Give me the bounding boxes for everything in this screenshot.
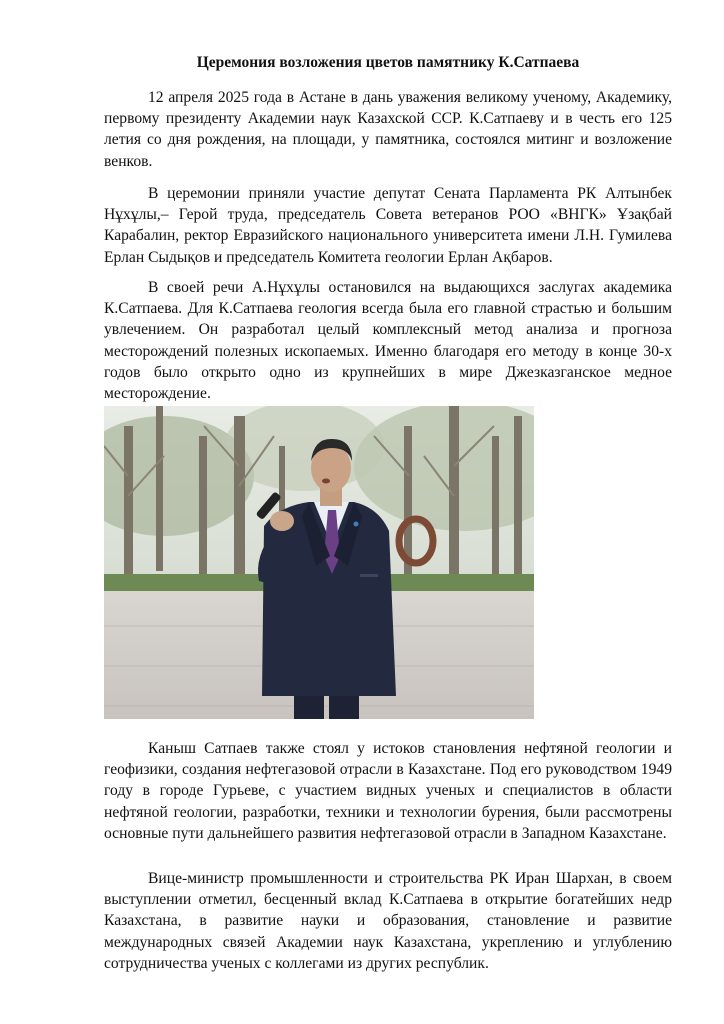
paragraph-5: Вице-министр промышленности и строительства РК Иран Шархан, в своем выступлении отметил, бесценный вклад К.Сатпаева в открытие богатейших недр Казахстана, в развитие науки и образования, становление и развитие международных связей Академии наук Казахстана, укреплению и углублению сотрудничества ученых с коллегами из других республик. (104, 870, 672, 972)
speaker-photo-illustration (104, 406, 534, 719)
paragraph-4: Каныш Сатпаев также стоял у истоков становления нефтяной геологии и геофизики, создания нефтегазовой отрасли в Казахстане. Под его руководством 1949 году в городе Гурьеве, с участием видных ученых и специалистов в области нефтяной геологии, разработки, техники и технологии бурения, были рассмотрены основные пути дальнейшего развития нефтегазовой отрасли в Западном Казахстане. (104, 740, 672, 842)
paragraph-3: В своей речи А.Нұхұлы остановился на выдающихся заслугах академика К.Сатпаева. Для К.Сатпаева геология всегда была его главной страстью и большим увлечением. Он разработал целый комплексный метод анализа и прогноза месторождений полезных ископаемых. Именно благодаря его методу в конце 30-х годов было открыто одно из крупнейших в мире Джезказганское медное месторождение. (104, 279, 672, 403)
paragraph-1: 12 апреля 2025 года в Астане в дань уважения великому ученому, Академику, первому президенту Академии наук Казахской ССР. К.Сатпаеву и в честь его 125 летия со дня рождения, на площади, у памятника, состоялся митинг и возложение венков. (104, 89, 672, 170)
paragraph-2: В церемонии приняли участие депутат Сената Парламента РК Алтынбек Нұхұлы,– Герой труда, председатель Совета ветеранов РОО «ВНГК» Ұзақбай Карабалин, ректор Евразийского национального университета имени Л.Н. Гумилева Ерлан Сыдықов и председатель Комитета геологии Ерлан Ақбаров. (104, 185, 672, 266)
article-title: Церемония возложения цветов памятнику К.Сатпаева (196, 54, 580, 71)
speaker-photo (104, 406, 534, 719)
